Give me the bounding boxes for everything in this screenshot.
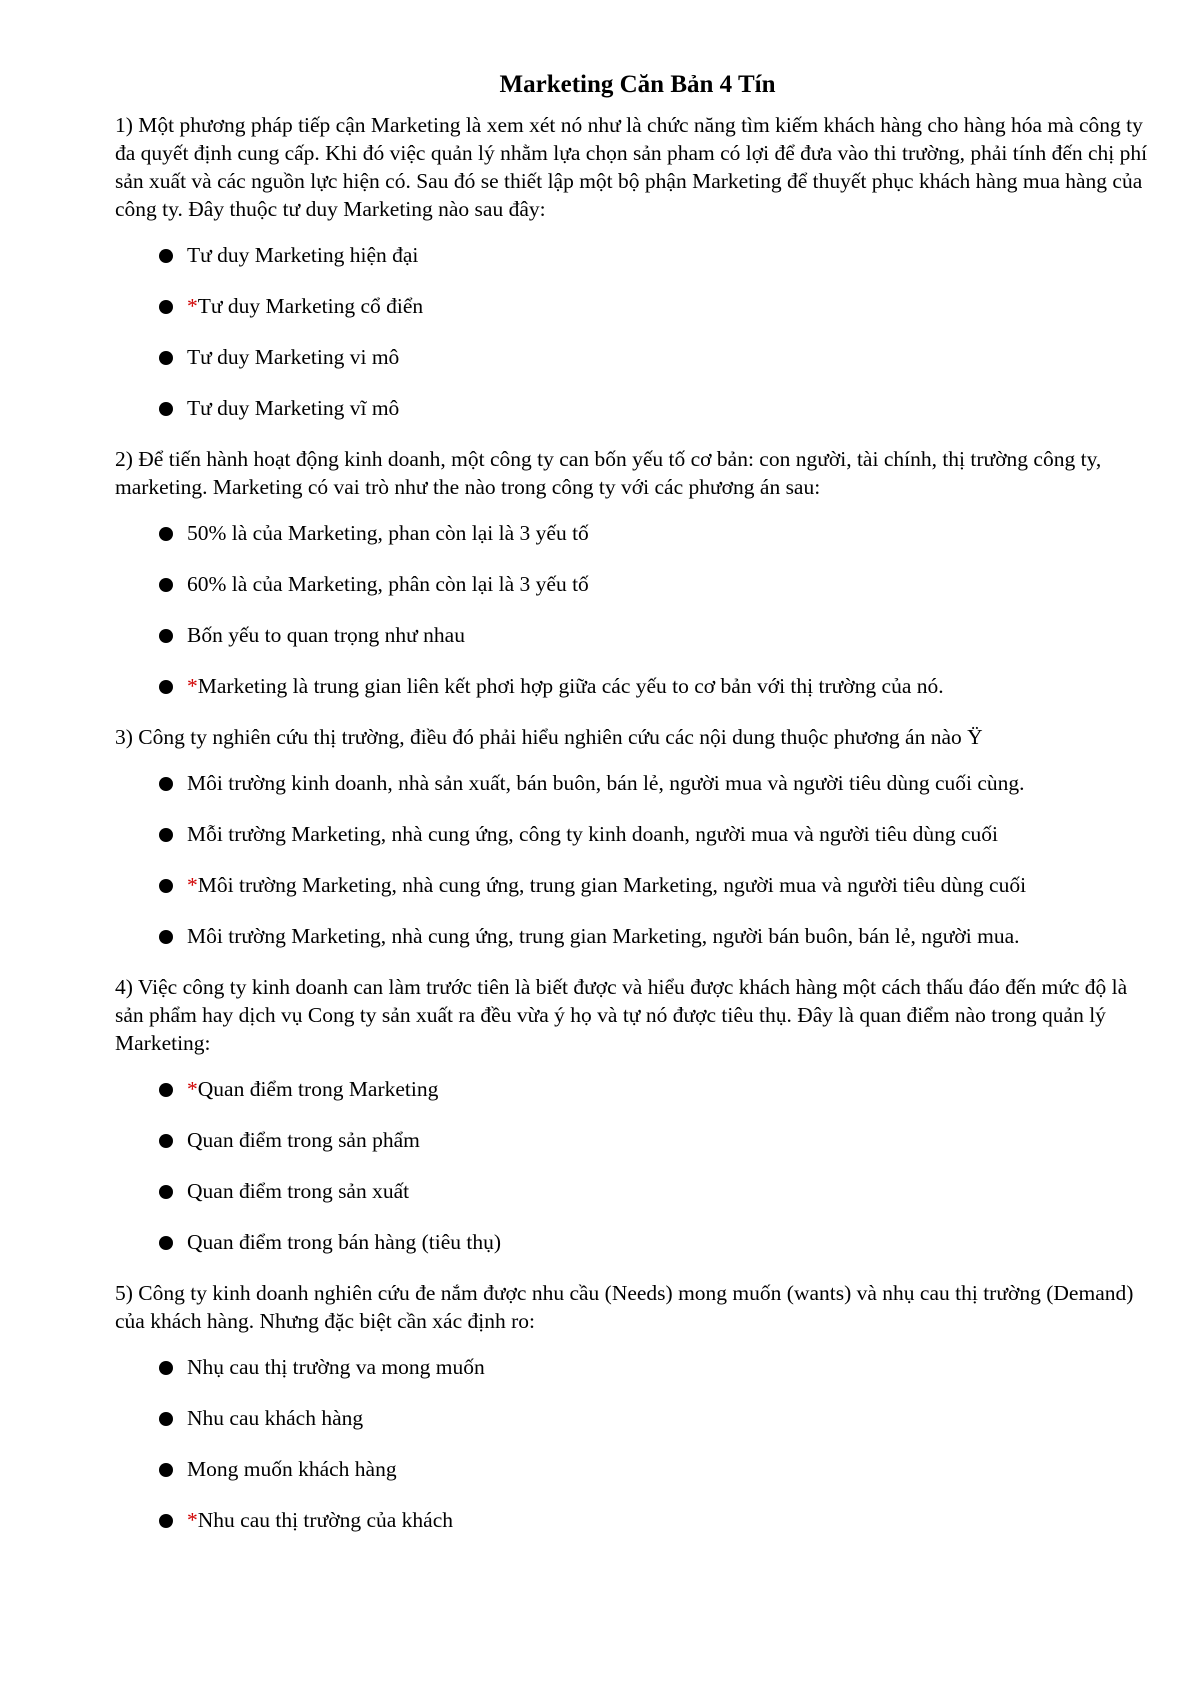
option-item xyxy=(115,1126,1160,1154)
bullet-icon xyxy=(159,1185,173,1199)
question-text: 3) Công ty nghiên cứu thị trường, điều đó phải hiểu nghiên cứu các nội dung thuộc phương án nào Ÿ xyxy=(115,725,983,749)
bullet-icon xyxy=(159,300,173,314)
option-item xyxy=(115,1177,1160,1205)
option-list xyxy=(115,769,1160,950)
option-text: Quan điểm trong sản xuất xyxy=(187,1179,410,1203)
option-list xyxy=(115,241,1160,422)
document-title: Marketing Căn Bản 4 Tín xyxy=(499,71,776,98)
bullet-icon xyxy=(159,1412,173,1426)
option-item xyxy=(115,570,1160,598)
option-list xyxy=(115,1075,1160,1256)
question-text: 2) Để tiến hành hoạt động kinh doanh, một công ty can bốn yếu tố cơ bản: con người, tài chính, thị trường công ty, marketing. Marketing có vai trò như the nào trong công ty với các phương án sau: xyxy=(115,447,1102,499)
option-item xyxy=(115,1455,1160,1483)
bullet-icon xyxy=(159,1134,173,1148)
bullet-icon xyxy=(159,249,173,263)
document-content xyxy=(115,70,1160,1557)
option-text: Môi trường Marketing, nhà cung ứng, trung gian Marketing, người bán buôn, bán lẻ, người mua. xyxy=(187,924,1020,948)
correct-answer-mark: * xyxy=(187,1077,198,1101)
question-block xyxy=(115,1279,1160,1534)
option-item xyxy=(115,292,1160,320)
option-text: Marketing là trung gian liên kết phơi hợp giữa các yếu to cơ bản với thị trường của nó. xyxy=(197,674,944,698)
option-list xyxy=(115,519,1160,700)
option-item xyxy=(115,1404,1160,1432)
option-text: 60% là của Marketing, phân còn lại là 3 yếu tố xyxy=(187,572,589,596)
bullet-icon xyxy=(159,1236,173,1250)
option-text: Tư duy Marketing cổ điển xyxy=(197,294,424,318)
question-text: 4) Việc công ty kinh doanh can làm trước tiên là biết được và hiểu được khách hàng một cách thấu đáo đến mức độ là sản phẩm hay dịch vụ Cong ty sản xuất ra đều vừa ý họ và tự nó được tiêu thụ. Đây là quan điểm nào trong quản lý Marketing: xyxy=(115,975,1128,1055)
option-item xyxy=(115,394,1160,422)
option-text: Nhu cau thị trường của khách xyxy=(197,1508,454,1532)
bullet-icon xyxy=(159,402,173,416)
correct-answer-mark: * xyxy=(187,674,198,698)
option-item xyxy=(115,241,1160,269)
bullet-icon xyxy=(159,879,173,893)
bullet-icon xyxy=(159,930,173,944)
bullet-icon xyxy=(159,828,173,842)
option-item xyxy=(115,1228,1160,1256)
question-text: 1) Một phương pháp tiếp cận Marketing là xem xét nó như là chức năng tìm kiếm khách hàng cho hàng hóa mà công ty đa quyết định cung cấp. Khi đó việc quản lý nhằm lựa chọn sản pham có lợi để đưa vào thi trường, phải tính đến chị phí sản xuất và các nguồn lực hiện có. Sau đó se thiết lập một bộ phận Marketing để thuyết phục khách hàng mua hàng của công ty. Đây thuộc tư duy Marketing nào sau đây: xyxy=(115,113,1148,221)
option-item xyxy=(115,871,1160,899)
question-block xyxy=(115,723,1160,950)
option-text: Mong muốn khách hàng xyxy=(187,1457,397,1481)
correct-answer-mark: * xyxy=(187,1508,198,1532)
bullet-icon xyxy=(159,1463,173,1477)
option-text: Môi trường kinh doanh, nhà sản xuất, bán buôn, bán lẻ, người mua và người tiêu dùng cuối cùng. xyxy=(187,771,1025,795)
bullet-icon xyxy=(159,351,173,365)
bullet-icon xyxy=(159,629,173,643)
question-block xyxy=(115,445,1160,700)
option-item xyxy=(115,769,1160,797)
bullet-icon xyxy=(159,1514,173,1528)
option-text: Bốn yếu to quan trọng như nhau xyxy=(187,623,465,647)
bullet-icon xyxy=(159,527,173,541)
option-text: Quan điểm trong sản phẩm xyxy=(187,1128,420,1152)
correct-answer-mark: * xyxy=(187,873,198,897)
option-list xyxy=(115,1353,1160,1534)
question-text: 5) Công ty kinh doanh nghiên cứu đe nắm được nhu cầu (Needs) mong muốn (wants) và nhụ cau thị trường (Demand) của khách hàng. Nhưng đặc biệt cần xác định ro: xyxy=(115,1281,1134,1333)
option-text: Quan điểm trong Marketing xyxy=(197,1077,439,1101)
option-text: Môi trường Marketing, nhà cung ứng, trung gian Marketing, người mua và người tiêu dùng cuối xyxy=(197,873,1027,897)
question-block xyxy=(115,111,1160,422)
bullet-icon xyxy=(159,578,173,592)
option-text: Nhu cau khách hàng xyxy=(187,1406,364,1430)
option-text: Quan điểm trong bán hàng (tiêu thụ) xyxy=(187,1230,502,1254)
option-item xyxy=(115,1353,1160,1381)
bullet-icon xyxy=(159,680,173,694)
option-text: Tư duy Marketing vi mô xyxy=(187,345,400,369)
bullet-icon xyxy=(159,1083,173,1097)
correct-answer-mark: * xyxy=(187,294,198,318)
option-text: Nhụ cau thị trường va mong muốn xyxy=(187,1355,485,1379)
option-text: Tư duy Marketing hiện đại xyxy=(187,243,419,267)
bullet-icon xyxy=(159,777,173,791)
question-block xyxy=(115,973,1160,1256)
option-item xyxy=(115,1506,1160,1534)
option-text: Tư duy Marketing vĩ mô xyxy=(187,396,400,420)
option-text: Mỗi trường Marketing, nhà cung ứng, công ty kinh doanh, người mua và người tiêu dùng cuối xyxy=(187,822,999,846)
option-item xyxy=(115,621,1160,649)
option-item xyxy=(115,519,1160,547)
option-text: 50% là của Marketing, phan còn lại là 3 yếu tố xyxy=(187,521,589,545)
option-item xyxy=(115,343,1160,371)
option-item xyxy=(115,820,1160,848)
option-item xyxy=(115,672,1160,700)
option-item xyxy=(115,922,1160,950)
option-item xyxy=(115,1075,1160,1103)
bullet-icon xyxy=(159,1361,173,1375)
